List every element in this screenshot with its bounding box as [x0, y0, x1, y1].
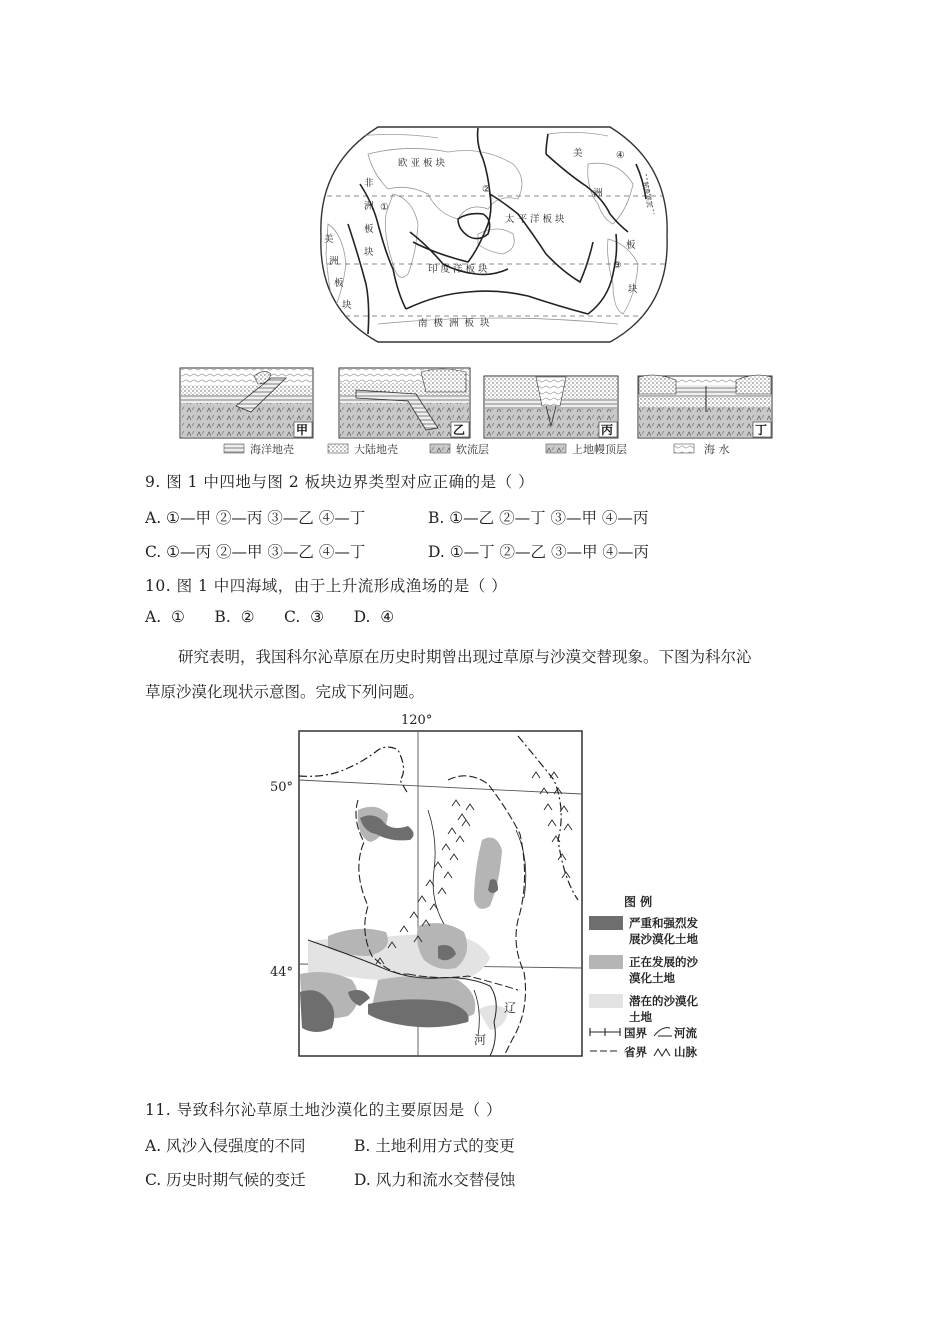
legend-river: 河流: [674, 1026, 697, 1040]
america-east-char: 洲: [593, 188, 603, 199]
river-label: 辽: [504, 1001, 517, 1015]
intro-line-2: 草原沙漠化现状示意图。完成下列问题。: [145, 683, 425, 701]
panel-label-ding: 丁: [755, 423, 768, 437]
legend-title: 图 例: [624, 895, 653, 909]
latitude-44-label: 44°: [270, 965, 294, 980]
legend-oceanic-crust: 海洋地壳: [250, 443, 294, 456]
legend-potential-line2: 土地: [629, 1010, 652, 1024]
legend-developing-line2: 漠化土地: [629, 971, 675, 985]
current-label: 秘鲁寒流: [641, 180, 654, 208]
panel-label-bing: 丙: [601, 423, 614, 437]
america-east-char: 块: [628, 284, 638, 295]
map-legend: [589, 894, 698, 1059]
legend-seawater: 海 水: [704, 443, 730, 456]
legend-developing-line1: 正在发展的沙: [629, 955, 698, 969]
q9-option-b[interactable]: B. ①—乙 ②—丁 ③—甲 ④—丙: [428, 509, 649, 527]
africa-char: 洲: [364, 201, 374, 212]
america-west-char: 块: [342, 300, 352, 311]
q9-stem: 9. 图 1 中四地与图 2 板块边界类型对应正确的是（ ）: [145, 473, 535, 491]
panel-label-jia: 甲: [296, 423, 309, 437]
intro-line-1: 研究表明，我国科尔沁草原在历史时期曾出现过草原与沙漠交替现象。下图为科尔沁: [178, 648, 752, 666]
eurasian-plate-label: 欧亚板块: [398, 158, 449, 169]
q9-option-a[interactable]: A. ①—甲 ②—丙 ③—乙 ④—丁: [145, 509, 366, 527]
boundary-sections: [176, 366, 780, 458]
q11-option-b[interactable]: B. 土地利用方式的变更: [354, 1137, 515, 1155]
latitude-50-label: 50°: [270, 780, 294, 795]
section-jia: [180, 368, 313, 438]
sections-legend: [224, 442, 730, 456]
america-east-char: 美: [573, 148, 583, 159]
marker-2: ②: [482, 184, 491, 195]
section-ding: [638, 375, 772, 438]
legend-swatch-severe: [589, 916, 623, 930]
legend-severe-line1: 严重和强烈发: [629, 916, 698, 930]
q9-option-d[interactable]: D. ①—丁 ②—乙 ③—甲 ④—丙: [428, 543, 649, 561]
legend-upper-mantle: 上地幔顶层: [572, 443, 627, 456]
plate-map: [318, 124, 670, 346]
africa-char: 块: [364, 247, 374, 258]
panel-label-yi: 乙: [453, 423, 466, 437]
marker-3: ③: [613, 260, 622, 271]
marker-1: ①: [380, 202, 389, 213]
america-east-char: 板: [626, 240, 636, 251]
america-west-char: 板: [334, 278, 344, 289]
indian-plate-label: 印度洋板块: [428, 264, 491, 275]
q9-option-c[interactable]: C. ①—丙 ②—甲 ③—乙 ④—丁: [145, 543, 366, 561]
legend-continental-crust: 大陆地壳: [354, 443, 398, 456]
q10-stem: 10. 图 1 中四海域，由于上升流形成渔场的是（ ）: [145, 577, 508, 595]
marker-4: ④: [616, 150, 625, 161]
section-bing: [484, 376, 618, 438]
desertification-map: [268, 710, 718, 1062]
legend-swatch-potential: [589, 994, 623, 1008]
america-west-char: 洲: [329, 256, 339, 267]
legend-asthenosphere: 软流层: [456, 443, 489, 456]
q10-options[interactable]: A. ① B. ② C. ③ D. ④: [145, 608, 395, 626]
legend-province-border: 省界: [624, 1045, 647, 1059]
legend-national-border: 国界: [624, 1026, 647, 1040]
q11-option-d[interactable]: D. 风力和流水交替侵蚀: [354, 1171, 516, 1189]
longitude-label: 120°: [401, 713, 433, 728]
antarctic-plate-label: 南极洲板块: [418, 318, 496, 329]
river-label: 河: [474, 1033, 487, 1047]
q11-option-c[interactable]: C. 历史时期气候的变迁: [145, 1171, 306, 1189]
legend-potential-line1: 潜在的沙漠化: [629, 994, 698, 1008]
section-yi: [339, 368, 470, 438]
legend-severe-line2: 展沙漠化土地: [629, 932, 698, 946]
q11-stem: 11. 导致科尔沁草原土地沙漠化的主要原因是（ ）: [145, 1101, 503, 1119]
africa-char: 非: [364, 178, 374, 189]
legend-swatch-developing: [589, 955, 623, 969]
america-west-char: 美: [324, 234, 334, 245]
africa-char: 板: [364, 224, 374, 235]
legend-mountain: 山脉: [674, 1045, 697, 1059]
pacific-plate-label: 太平洋板块: [505, 214, 568, 225]
q11-option-a[interactable]: A. 风沙入侵强度的不同: [145, 1137, 306, 1155]
